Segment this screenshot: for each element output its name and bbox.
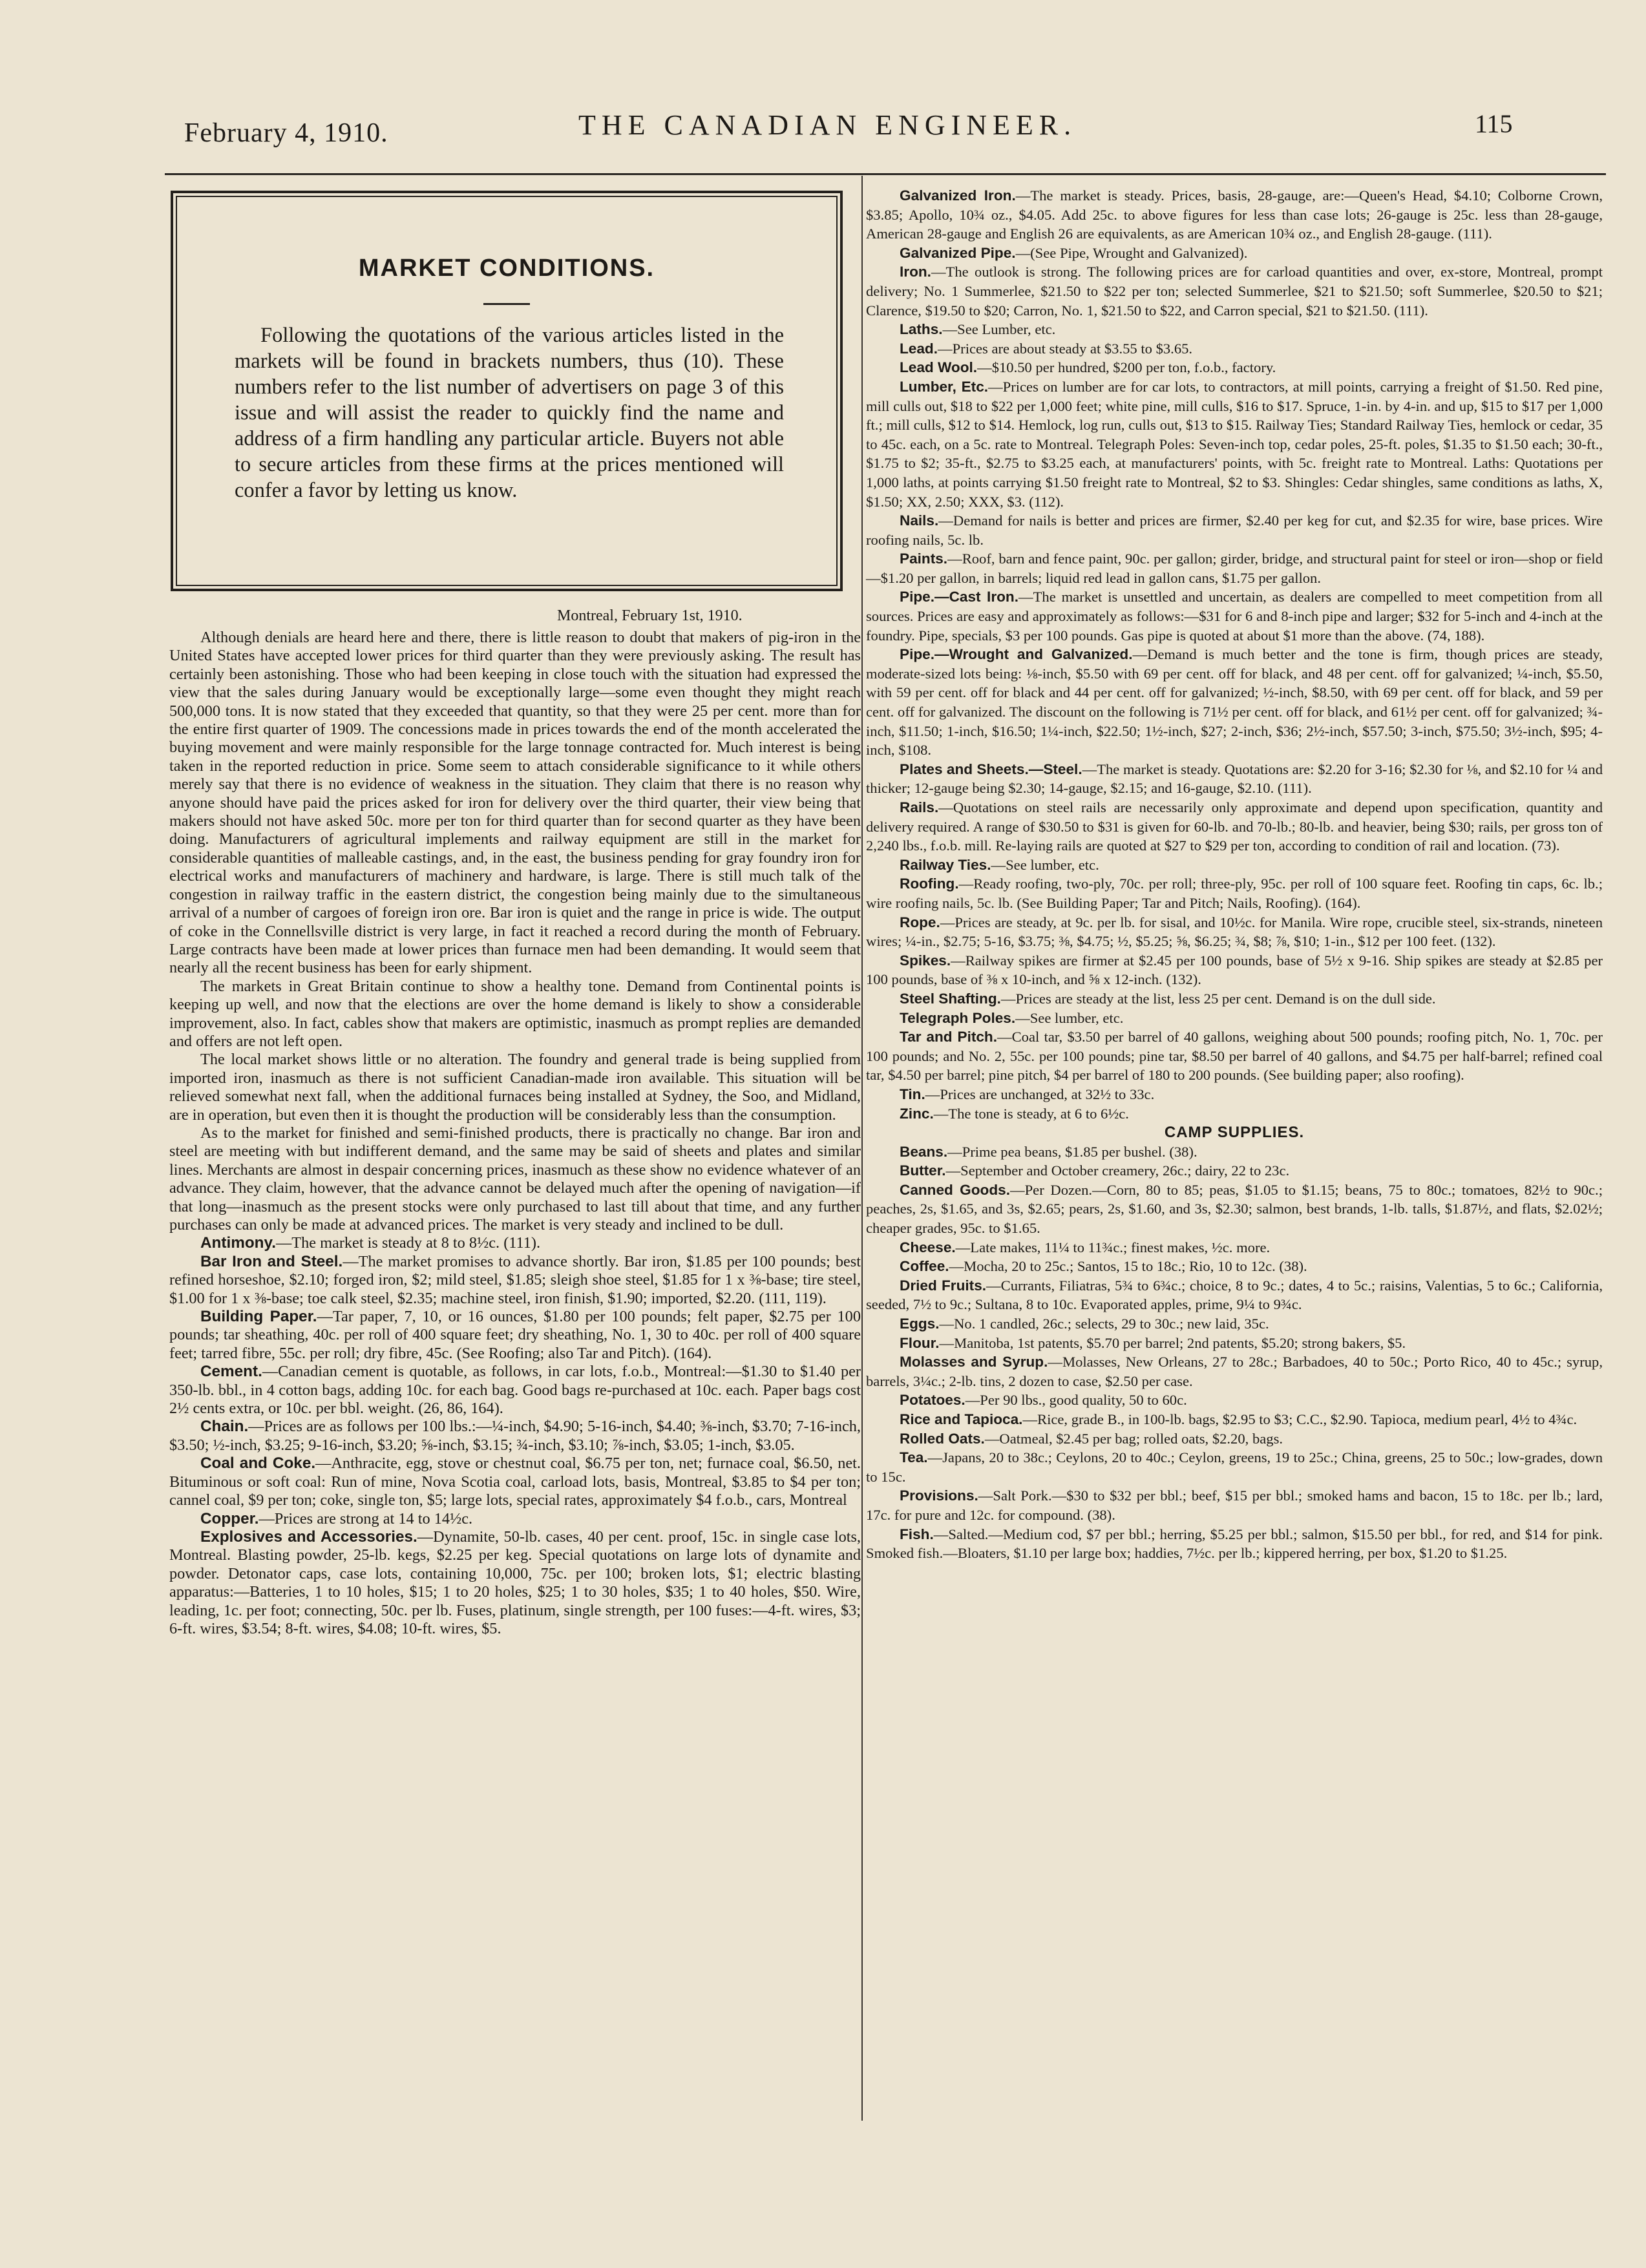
market-entry <box>866 1525 1603 1563</box>
entry-heading: Laths. <box>900 321 943 338</box>
dateline: Montreal, February 1st, 1910. <box>557 607 743 624</box>
entry-text: —Oatmeal, $2.45 per bag; rolled oats, $2.20, bags. <box>984 1430 1283 1447</box>
entry-heading: Antimony. <box>200 1234 276 1252</box>
entry-heading: Coal and Coke. <box>200 1454 316 1473</box>
entry-heading: Potatoes. <box>900 1392 965 1409</box>
box-notice-text: Following the quotations of the various articles listed in the markets will be found in brackets numbers, thus (10). These numbers refer to the list number of advertisers on page 3 of this issue and will assist the reader to quickly find the name and address of a firm handling any particular article. Buyers not able to secure articles from these firms at the prices mentioned will confer a favor by letting us know. <box>235 324 784 502</box>
paragraph: Although denials are heard here and there, there is little reason to doubt that makers of pig-iron in the United States have accepted lower prices for third quarter than they were previously asking. The result has certainly been astonishing. Those who had been keeping in close touch with the situation had expressed the view that the sales during January would be exceptionally large—some even thought they might reach 500,000 tons. It is now stated that they exceeded that quantity, so that they were 25 per cent. more than for the entire first quarter of 1909. The concessions made in prices towards the end of the month accelerated the buying movement and were mainly responsible for the large tonnage contracted for. Much interest is being taken in the reported reduction in price. Some seem to attach considerable significance to it while others merely say that there is no evidence of weakness in the situation. They claim that there is no reason why anyone should have paid the prices asked for iron for delivery over the third quarter, their view being that makers should not have asked 50c. more per ton for third quarter than for second quarter as they have been doing. Manufacturers of agricultural implements and railway equipment are still in the market for considerable quantities of malleable castings, and, in the east, the business pending for gray foundry iron for electrical works and manufacturers of machinery and hardware, is large. There is still much talk of the congestion in railway traffic in the eastern district, the congestion being mainly due to the simultaneous arrival of a number of cargoes of foreign iron ore. Bar iron is quiet and the range in price is wide. The output of coke in the Connellsville district is very large, in fact it reached a record during the month of February. Large contracts have been made at lower prices than furnace men had been demanding. It would seem that nearly all the recent business has been for early shipment. <box>169 629 861 977</box>
entry-text: —Demand is much better and the tone is firm, though prices are steady, moderate-sized lots being: ⅛-inch, $5.50 with 69 per cent. off for black, and 48 per cent. off for galvanized; ¼-inch, $5.50, with 59 per cent. off for black and 44 per cent. off for galvanized; ½-inch, $8.50, with 69 per cent. off for black, and 59 per cent. off for galvanized. The discount on the following is 71½ per cent. off for black, and 61½ per cent. off for galvanized; ¾-inch, $11.50; 1-inch, $16.50; 1¼-inch, $22.50; 1½-inch, $27; 2-inch, $36; 2½-inch, $57.50; 3-inch, $75.50; 3½-inch, $95; 4-inch, $108. <box>866 646 1603 759</box>
market-entry <box>866 1448 1603 1486</box>
entry-heading: Tar and Pitch. <box>900 1029 998 1045</box>
paragraph: The local market shows little or no alteration. The foundry and general trade is being supplied from imported iron, inasmuch as there is not sufficient Canadian-made iron available. This situation will be relieved somewhat next fall, when the additional furnaces being installed at Sydney, the Soo, and Midland, are in operation, but even then it is thought the production will be considerably less than the consumption. <box>169 1051 861 1124</box>
entry-text: —The market is steady. Prices, basis, 28-gauge, are:—Queen's Head, $4.10; Colborne Crown, $3.85; Apollo, 10¾ oz., $4.05. Add 25c. to above figures for less than case lots; 26-gauge is 25c. less than 28-gauge, American 28-gauge and English 26 are equivalents, as are American 10¾ oz., and English 28-gauge. (111). <box>866 187 1603 242</box>
market-entry <box>866 874 1603 912</box>
market-entry <box>866 760 1603 798</box>
entry-heading: Cement. <box>200 1363 262 1381</box>
entry-heading: Zinc. <box>900 1105 934 1122</box>
entry-text: —(See Pipe, Wrought and Galvanized). <box>1015 244 1248 261</box>
entry-heading: Pipe.—Cast Iron. <box>900 589 1019 605</box>
entry-text: —September and October creamery, 26c.; dairy, 22 to 23c. <box>945 1162 1290 1179</box>
entry-heading: Dried Fruits. <box>900 1277 987 1294</box>
market-entry <box>169 1454 861 1509</box>
entry-text: —Prices on lumber are for car lots, to contractors, at mill points, carrying a freight of $1.50. Red pine, mill culls out, $18 to $22 per 1,000 feet; white pine, mill culls, $16 to $17. Spruce, 1-in. by 4-in. and up, $15 to $17 per 1,000 ft.; mill culls, $12 to $14. Hemlock, log run, culls out, $13 to $15. Railway Ties; Standard Railway Ties, hemlock or cedar, 35 to 45c. each, on a 5c. rate to Montreal. Telegraph Poles: Seven-inch top, cedar poles, 25-ft. poles, $1.35 to $1.50 each; 30-ft., $1.75 to $2; 35-ft., $2.75 to $3.25 each, at manufacturers' points, with 5c. freight rate to Montreal. Laths: Quotations per 1,000 laths, at points carrying $1.50 freight rate to Montreal, $2 to $3. Shingles: Cedar shingles, same conditions as laths, X, $1.50; XX, 2.50; XXX, $3. (112). <box>866 378 1603 510</box>
entry-text: —Roof, barn and fence paint, 90c. per gallon; girder, bridge, and structural paint for steel or iron—shop or field—$1.20 per gallon, in barrels; liquid red lead in gallon cans, $1.75 per gallon. <box>866 551 1603 586</box>
entry-heading: Plates and Sheets.—Steel. <box>900 761 1082 777</box>
market-conditions-box <box>171 191 843 591</box>
entry-heading: Pipe.—Wrought and Galvanized. <box>900 646 1133 663</box>
issue-date: February 4, 1910. <box>184 118 388 148</box>
left-column <box>169 191 861 1638</box>
market-entry <box>169 1234 861 1252</box>
market-entry <box>866 358 1603 377</box>
entry-text: —Mocha, 20 to 25c.; Santos, 15 to 18c.; Rio, 10 to 12c. (38). <box>949 1258 1307 1275</box>
entry-text: —Salt Pork.—$30 to $32 per bbl.; beef, $15 per bbl.; smoked hams and bacon, 15 to 18c. per lb.; lard, 17c. for pure and 12c. for compound. (38). <box>866 1487 1603 1523</box>
entry-text: —Late makes, 11¼ to 11¾c.; finest makes, ½c. more. <box>955 1239 1271 1255</box>
market-entry <box>866 1429 1603 1449</box>
entry-heading: Roofing. <box>900 876 959 892</box>
entry-heading: Provisions. <box>900 1487 978 1504</box>
entry-text: —See Lumber, etc. <box>942 321 1056 338</box>
market-entry <box>866 1238 1603 1257</box>
market-entry <box>169 1510 861 1528</box>
entry-heading: Beans. <box>900 1143 948 1160</box>
entry-text: —Salted.—Medium cod, $7 per bbl.; herring, $5.25 per bbl.; salmon, $15.50 per bbl., for red, and $14 for pink. Smoked fish.—Bloaters, $1.10 per large box; haddies, 7½c. per lb.; kippered herring, per box, $1.20 to $1.25. <box>866 1526 1603 1562</box>
paragraph: The markets in Great Britain continue to show a healthy tone. Demand from Continental points is keeping up well, and now that the elections are over the home demand is likely to show a considerable improvement, also. In fact, cables show that makers are optimistic, inasmuch as prompt replies are demanded and offers are not left open. <box>169 977 861 1050</box>
market-entry <box>866 320 1603 339</box>
camp-supplies-list <box>866 1142 1603 1563</box>
entry-heading: Spikes. <box>900 952 951 969</box>
column-divider <box>861 176 863 2121</box>
market-entry <box>866 1334 1603 1353</box>
market-entry <box>866 1009 1603 1028</box>
entry-text: —Japans, 20 to 38c.; Ceylons, 20 to 40c.; Ceylon, greens, 19 to 25c.; China, greens, 25 to 50c.; low-grades, down to 15c. <box>866 1449 1603 1485</box>
entry-heading: Flour. <box>900 1334 940 1351</box>
box-title: MARKET CONDITIONS. <box>358 255 655 282</box>
entry-heading: Fish. <box>900 1526 934 1542</box>
entry-heading: Galvanized Iron. <box>900 187 1016 204</box>
market-entry <box>866 186 1603 244</box>
entry-text: —Anthracite, egg, stove or chestnut coal, $6.75 per ton, net; furnace coal, $6.50, net. Bituminous or soft coal: Run of mine, Nova Scotia coal, carload lots, basis, Montreal, $3.85 to $4 per ton; cannel coal, $9 per ton; coke, single ton, $5; large lots, special rates, approximately $4 f.o.b., cars, Montreal <box>169 1454 861 1509</box>
entry-heading: Railway Ties. <box>900 856 991 873</box>
market-entry <box>169 1528 861 1638</box>
entry-text: —Quotations on steel rails are necessarily only approximate and depend upon specification, quantity and delivery required. A range of $30.50 to $31 is given for 60-lb. and 70-lb.; 80-lb. and heavier, being $30; rails, per gross ton of 2,240 lbs., f.o.b. mill. Re-laying rails are quoted at $27 to $29 per ton, according to condition of rail and location. (73). <box>866 799 1603 854</box>
market-entry <box>169 1253 861 1308</box>
market-entry <box>866 262 1603 320</box>
market-entry <box>866 1161 1603 1181</box>
market-entry <box>866 511 1603 549</box>
entry-text: —The outlook is strong. The following prices are for carload quantities and over, ex-store, Montreal, prompt delivery; No. 1 Summerlee, $21.50 to $22 per ton; selected Summerlee, $21 to $21.50; soft Summerlee, $20.50 to $21; Clarence, $19.50 to $20; Carron, No. 1, $21.50 to $22, and Carron special, $21 to $21.50. (111). <box>866 264 1603 319</box>
entry-text: —No. 1 candled, 26c.; selects, 29 to 30c.; new laid, 35c. <box>939 1316 1269 1332</box>
entry-text: —The tone is steady, at 6 to 6½c. <box>933 1105 1129 1122</box>
market-entry <box>866 244 1603 263</box>
market-entry <box>866 339 1603 359</box>
right-column <box>866 186 1603 1563</box>
header-rule <box>165 173 1606 175</box>
market-entry <box>866 856 1603 875</box>
entry-text: —Railway spikes are firmer at $2.45 per 100 pounds, base of 5½ x 9-16. Ship spikes are steady at $2.85 per 100 pounds, base of ⅜ x 10-inch, and ⅝ x 12-inch. (132). <box>866 952 1603 988</box>
entry-text: —Rice, grade B., in 100-lb. bags, $2.95 to $3; C.C., $2.90. Tapioca, medium pearl, 4½ to 4¾c. <box>1022 1411 1577 1427</box>
publication-title: THE CANADIAN ENGINEER. <box>578 109 1077 141</box>
entry-heading: Tin. <box>900 1086 925 1102</box>
market-entry <box>866 587 1603 645</box>
market-entry <box>866 1352 1603 1391</box>
entry-text: —Per 90 lbs., good quality, 50 to 60c. <box>965 1392 1187 1409</box>
entry-heading: Lead. <box>900 340 938 357</box>
entry-text: —Prices are strong at 14 to 14½c. <box>259 1509 473 1528</box>
left-price-list <box>169 1234 861 1638</box>
market-entry <box>866 798 1603 856</box>
entry-heading: Eggs. <box>900 1316 940 1332</box>
left-article <box>169 629 861 1638</box>
market-entry <box>866 645 1603 760</box>
market-entry <box>866 1257 1603 1276</box>
entry-text: —See lumber, etc. <box>991 856 1099 873</box>
market-entry <box>866 1276 1603 1314</box>
camp-supplies-heading: CAMP SUPPLIES. <box>1164 1124 1305 1142</box>
market-entry <box>866 1027 1603 1085</box>
market-entry <box>169 1308 861 1363</box>
entry-text: —Prices are about steady at $3.55 to $3.65. <box>938 340 1193 357</box>
entry-text: —The market promises to advance shortly. Bar iron, $1.85 per 100 pounds; best refined horseshoe, $2.10; forged iron, $2; mild steel, $1.85; sleigh shoe steel, $1.85 for 1 x ⅜-base; tire steel, $1.00 for 1 x ⅜-base; toe calk steel, $2.35; machine steel, iron finish, $1.90; imported, $2.20. (111, 119). <box>169 1252 861 1307</box>
entry-heading: Canned Goods. <box>900 1181 1010 1198</box>
market-entry <box>866 1181 1603 1238</box>
right-price-list <box>866 186 1603 1123</box>
entry-heading: Copper. <box>200 1509 259 1528</box>
market-entry <box>866 549 1603 587</box>
entry-text: —Dynamite, 50-lb. cases, 40 per cent. proof, 15c. in single case lots, Montreal. Blasting powder, 25-lb. kegs, $2.25 per keg. Special quotations on large lots of dynamite and powder. Detonator caps, case lots, containing 10,000, 75c. per 100; broken lots, $1; electric blasting apparatus:—Batteries, 1 to 10 holes, $15; 1 to 20 holes, $25; 1 to 30 holes, $35; 1 to 40 holes, $50. Wire, leading, 1c. per foot; connecting, 50c. per lb. Fuses, platinum, single strength, per 100 fuses:—4-ft. wires, $3; 6-ft. wires, $3.54; 8-ft. wires, $4.08; 10-ft. wires, $5. <box>169 1528 861 1637</box>
entry-heading: Iron. <box>900 264 931 280</box>
entry-heading: Rails. <box>900 799 939 815</box>
market-entry <box>866 989 1603 1009</box>
entry-text: —Prices are steady at the list, less 25 per cent. Demand is on the dull side. <box>1000 990 1436 1007</box>
entry-heading: Galvanized Pipe. <box>900 244 1016 261</box>
paragraph: As to the market for finished and semi-finished products, there is practically no change. Bar iron and steel are meeting with but indifferent demand, and the same may be said of sheets and plates and similar lines. Merchants are almost in despair concerning prices, inasmuch as these show no evidence whatever of an advance. They claim, however, that the advance cannot be delayed much after the opening of navigation—if that long—inasmuch as the present stocks were only purchased to last till about that time, and any further purchases can only be made at advanced prices. The market is very steady and inclined to be dull. <box>169 1124 861 1234</box>
entry-text: —Per Dozen.—Corn, 80 to 85; peas, $1.05 to $1.15; beans, 75 to 80c.; tomatoes, 82½ to 90c.; peaches, 2s, $1.65, and 3s, $2.65; pears, 2s, $1.60, and 3s, $2.30; salmon, best brands, 1-lb. talls, $1.87½, and flats, $2.02½; cheaper grades, 95c. to $1.65. <box>866 1181 1603 1237</box>
entry-text: —Tar paper, 7, 10, or 16 ounces, $1.80 per 100 pounds; felt paper, $2.75 per 100 pounds; tar sheathing, 40c. per roll of 400 square feet; dry sheathing, No. 1, 30 to 40c. per roll of 400 square feet; tarred fibre, 55c. per roll; dry fibre, 45c. (See Roofing; also Tar and Pitch). (164). <box>169 1308 861 1362</box>
market-entry <box>866 1391 1603 1410</box>
entry-heading: Rope. <box>900 914 940 930</box>
entry-text: —Canadian cement is quotable, as follows, in car lots, f.o.b., Montreal:—$1.30 to $1.40 per 350-lb. bbl., in 4 cotton bags, adding 10c. for each bag. Good bags re-purchased at 10c. each. Paper bags cost 2½ cents extra, or 10c. per bbl. weight. (26, 86, 164). <box>169 1363 861 1418</box>
entry-text: —The market is steady at 8 to 8½c. (111). <box>275 1234 541 1252</box>
entry-text: —Prime pea beans, $1.85 per bushel. (38). <box>947 1143 1198 1160</box>
entry-text: —The market is steady. Quotations are: $2.20 for 3-16; $2.30 for ⅛, and $2.10 for ¼ and thicker; 12-gauge being $2.30; 14-gauge, $2.15; and 16-gauge, $2.10. (111). <box>866 761 1603 797</box>
entry-text: —Ready roofing, two-ply, 70c. per roll; three-ply, 95c. per roll of 100 square feet. Roofing tin caps, 6c. lb.; wire roofing nails, 5c. lb. (See Building Paper; Tar and Pitch; Nails, Roofing). (164). <box>866 876 1603 911</box>
market-entry <box>866 1486 1603 1524</box>
entry-text: —Manitoba, 1st patents, $5.70 per barrel; 2nd patents, $5.20; strong bakers, $5. <box>939 1334 1406 1351</box>
market-entry <box>866 1104 1603 1124</box>
entry-heading: Cheese. <box>900 1239 956 1255</box>
entry-heading: Lead Wool. <box>900 359 978 376</box>
entry-text: —See lumber, etc. <box>1015 1009 1124 1026</box>
entry-text: —The market is unsettled and uncertain, as dealers are compelled to meet competition from all sources. Prices are easy and approximately as follows:—$31 for 6 and 8-inch pipe and larger; $32 for 5-inch and 4-inch at the foundry. Pipe, specials, $3 per 100 pounds. Gas pipe is quoted at about $1 more than the above. (74, 188). <box>866 589 1603 644</box>
entry-heading: Chain. <box>200 1418 249 1436</box>
entry-heading: Butter. <box>900 1162 946 1179</box>
entry-heading: Paints. <box>900 551 948 567</box>
entry-text: —Prices are as follows per 100 lbs.:—¼-inch, $4.90; 5-16-inch, $4.40; ⅜-inch, $3.70; 7-16-inch, $3.50; ½-inch, $3.25; 9-16-inch, $3.20; ⅝-inch, $3.15; ¾-inch, $3.10; ⅞-inch, $3.05; 1-inch, $3.05. <box>169 1418 861 1454</box>
entry-heading: Coffee. <box>900 1258 949 1275</box>
entry-heading: Telegraph Poles. <box>900 1009 1016 1026</box>
market-entry <box>866 377 1603 511</box>
entry-heading: Rolled Oats. <box>900 1430 985 1447</box>
entry-text: —$10.50 per hundred, $200 per ton, f.o.b., factory. <box>977 359 1276 376</box>
entry-text: —Demand for nails is better and prices are firmer, $2.40 per keg for cut, and $2.35 for wire, base prices. Wire roofing nails, 5c. lb. <box>866 512 1603 548</box>
page-number: 115 <box>1475 109 1513 138</box>
entry-heading: Lumber, Etc. <box>900 378 989 395</box>
market-entry <box>866 1410 1603 1429</box>
box-title-rule <box>483 303 530 305</box>
entry-heading: Bar Iron and Steel. <box>200 1252 343 1270</box>
market-entry <box>866 913 1603 951</box>
market-entry <box>866 1142 1603 1162</box>
entry-heading: Rice and Tapioca. <box>900 1411 1023 1427</box>
market-entry <box>169 1363 861 1418</box>
entry-text: —Prices are steady, at 9c. per lb. for sisal, and 10½c. for Manila. Wire rope, crucible steel, six-strands, nineteen wires; ¼-in., $2.75; 5-16, $3.75; ⅜, $4.75; ½, $5.25; ⅝, $6.25; ¾, $8; ⅞, $10; 1-in., $12 per 100 feet. (132). <box>866 914 1603 950</box>
entry-heading: Explosives and Accessories. <box>200 1528 417 1546</box>
entry-text: —Molasses, New Orleans, 27 to 28c.; Barbadoes, 40 to 50c.; Porto Rico, 40 to 45c.; syrup, barrels, 3¼c.; 2-lb. tins, 2 dozen to case, $2.50 per case. <box>866 1354 1603 1389</box>
entry-text: —Prices are unchanged, at 32½ to 33c. <box>925 1086 1155 1102</box>
right-article <box>866 186 1603 1563</box>
entry-heading: Steel Shafting. <box>900 990 1001 1007</box>
market-entry <box>866 1314 1603 1334</box>
market-entry <box>866 1085 1603 1104</box>
entry-heading: Nails. <box>900 512 939 529</box>
entry-heading: Building Paper. <box>200 1308 317 1326</box>
entry-heading: Molasses and Syrup. <box>900 1354 1048 1370</box>
entry-text: —Coal tar, $3.50 per barrel of 40 gallons, weighing about 500 pounds; roofing pitch, No. 1, 70c. per 100 pounds; and No. 2, 55c. per 100 pounds; pine tar, $8.50 per barrel of 40 gallons, and $4.75 per half-barrel; refined coal tar, $4.50 per barrel; pine pitch, $4 per barrel of 180 to 200 pounds. (See building paper; also roofing). <box>866 1029 1603 1084</box>
entry-heading: Tea. <box>900 1449 928 1466</box>
entry-text: —Currants, Filiatras, 5¾ to 6¾c.; choice, 8 to 9c.; dates, 4 to 5c.; raisins, Valentias, 5 to 6c.; California, seeded, 7½ to 9c.; Sultana, 8 to 10c. Evaporated apples, prime, 9¼ to 9¾c. <box>866 1277 1603 1313</box>
market-entry <box>169 1418 861 1454</box>
market-entry <box>866 951 1603 989</box>
